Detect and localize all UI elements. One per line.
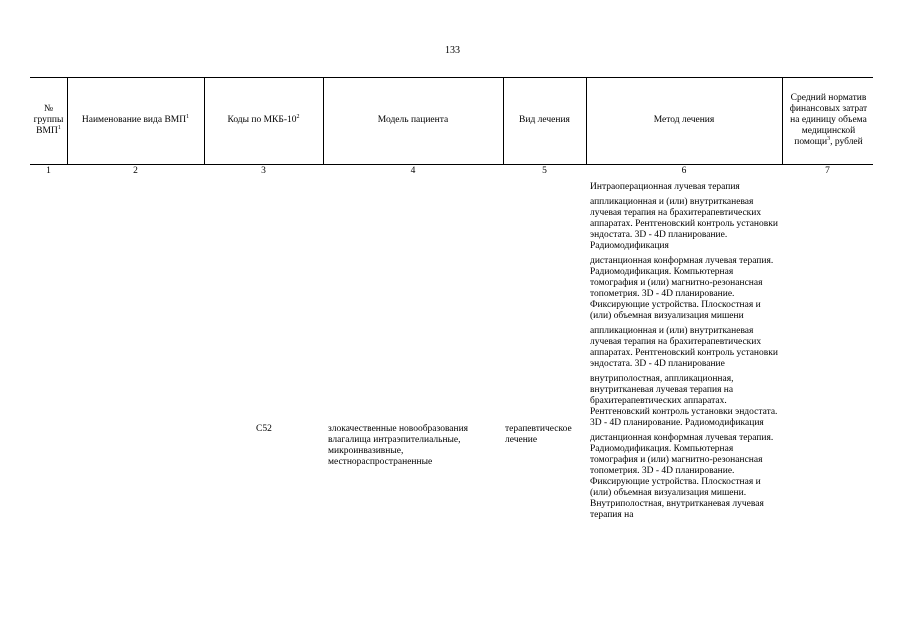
column-divider bbox=[782, 77, 783, 164]
treatment-method-item: дистанционная конформная лучевая терапия. Радиомодификация. Компьютерная томография и (или) магнитно-резонансная топометрия. 3D - 4D планирование. Фиксирующие устройства. Плоскостная и (или) объемная визуализация мишени. Внутриполостная, внутритканевая лучевая терапия на bbox=[590, 433, 774, 520]
header-cost-norm: Средний норматив финансовых затрат на единицу объема медицинской помощи$^3$, рублей bbox=[789, 93, 868, 147]
column-number: 3 bbox=[261, 166, 266, 176]
column-number: 5 bbox=[542, 166, 547, 176]
column-number: 1 bbox=[46, 166, 51, 176]
header-treatment-method: Метод лечения bbox=[653, 115, 715, 125]
header-group-number: № группы ВМП$^1$ bbox=[33, 104, 64, 136]
header-icd-codes: Коды по МКБ-$10^2$ bbox=[227, 114, 300, 125]
page-number: 133 bbox=[445, 45, 460, 56]
treatment-method-item: внутриполостная, аппликационная, внутритканевая лучевая терапия на брахитерапевтических аппаратах. Рентгеновский контроль установки эндостата. 3D - 4D планирование. Радиомодификация bbox=[590, 374, 778, 428]
header-patient-model: Модель пациента bbox=[377, 115, 449, 125]
icd-code: C52 bbox=[256, 424, 272, 434]
treatment-method-item: аппликационная и (или) внутритканевая лучевая терапия на брахитерапевтических аппаратах. Рентгеновский контроль установки эндостата. 3D - 4D планирование. Радиомодификация bbox=[590, 197, 778, 251]
column-number: 4 bbox=[410, 166, 416, 176]
column-number: 2 bbox=[133, 166, 138, 176]
treatment-method-item: дистанционная конформная лучевая терапия. Радиомодификация. Компьютерная томография и (или) магнитно-резонансная топометрия. 3D - 4D планирование. Фиксирующие устройства. Плоскостная и (или) объемная визуализация мишени bbox=[590, 256, 774, 321]
patient-model: злокачественные новообразования влагалища интраэпителиальные, микроинвазивные, местнораспространенные bbox=[328, 424, 469, 467]
column-number: 7 bbox=[825, 166, 830, 176]
header-vmp-name: Наименование вида ВМП$^1$ bbox=[81, 114, 190, 125]
treatment-method-item: Интраоперационная лучевая терапия bbox=[590, 182, 740, 192]
column-number: 6 bbox=[681, 166, 687, 176]
treatment-method-item: аппликационная и (или) внутритканевая лучевая терапия на брахитерапевтических аппаратах. Рентгеновский контроль установки эндостата. 3D - 4D планирование bbox=[590, 326, 778, 369]
treatment-type: терапевтическое лечение bbox=[505, 424, 572, 445]
header-treatment-type: Вид лечения bbox=[519, 115, 570, 125]
header-bottom-border bbox=[30, 164, 873, 165]
treatment-methods bbox=[590, 182, 780, 525]
